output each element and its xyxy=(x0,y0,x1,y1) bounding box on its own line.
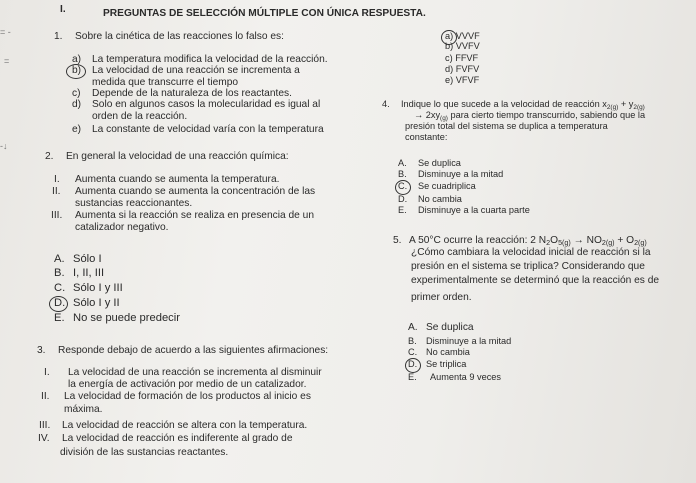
option: c) FFVF xyxy=(445,53,479,63)
item-text: La velocidad de reacción es indiferente al grado de xyxy=(62,433,293,444)
question-number: 2. xyxy=(45,151,54,162)
option-letter: D. xyxy=(54,297,66,309)
item-roman: III. xyxy=(51,210,63,221)
option-text: Sólo I y II xyxy=(73,297,120,309)
question-stem: A 50°C ocurre la reacción: 2 $N_2O_{5(g)} \to NO_{2(g)} + O_{2(g)}$ xyxy=(409,235,647,247)
item-text: Solo en algunos casos la molecularidad es igual al xyxy=(92,99,321,110)
option-text: Se duplica xyxy=(426,322,474,333)
option-letter: A. xyxy=(398,158,407,168)
item-text: la energía de activación por medio de un catalizador. xyxy=(68,379,307,390)
question-stem: primer orden. xyxy=(411,292,472,303)
option-letter: C. xyxy=(408,347,418,357)
item-letter: b) xyxy=(72,65,82,76)
option-letter: B. xyxy=(408,336,417,346)
item-text: La temperatura modifica la velocidad de la reacción. xyxy=(92,54,328,65)
section-title: PREGUNTAS DE SELECCIÓN MÚLTIPLE CON ÚNICA RESPUESTA. xyxy=(103,8,426,19)
option-letter: E. xyxy=(398,205,407,215)
question-number: 3. xyxy=(37,345,46,356)
item-roman: III. xyxy=(39,420,51,431)
item-text: Depende de la naturaleza de los reactantes. xyxy=(92,88,292,99)
option-text: Sólo I xyxy=(73,253,102,265)
option-text: Disminuye a la mitad xyxy=(418,169,504,179)
item-letter: c) xyxy=(72,88,81,99)
margin-mark: = - xyxy=(0,27,11,37)
option-text: Se cuadriplica xyxy=(418,181,476,191)
question-stem: presión en el sistema se triplica? Considerando que xyxy=(411,261,645,272)
item-roman: IV. xyxy=(38,433,50,444)
item-text: La velocidad de formación de los productos al inicio es xyxy=(64,391,311,402)
option-text: I, II, III xyxy=(73,267,105,279)
item-text: división de las sustancias reactantes. xyxy=(60,447,229,458)
item-roman: I. xyxy=(54,174,60,185)
option-letter: B. xyxy=(398,169,407,179)
item-text: La velocidad de una reacción se incrementa al disminuir xyxy=(68,367,322,378)
option-letter: C. xyxy=(54,282,66,294)
item-text: catalizador negativo. xyxy=(75,222,169,233)
question-number: 1. xyxy=(54,31,63,42)
option-letter: A. xyxy=(408,322,418,333)
question-number: 5. xyxy=(393,235,402,246)
question-stem: constante: xyxy=(405,132,448,142)
option-letter: D. xyxy=(398,194,408,204)
question-number: 4. xyxy=(382,99,390,109)
option-text: Sólo I y III xyxy=(73,282,123,294)
item-letter: a) xyxy=(72,54,82,65)
option-text: No cambia xyxy=(426,347,470,357)
option: d) FVFV xyxy=(445,64,480,74)
margin-mark: = xyxy=(4,56,10,66)
item-roman: II. xyxy=(52,186,61,197)
margin-mark: -↓ xyxy=(0,141,8,151)
question-stem: ¿Cómo cambiara la velocidad inicial de reacción si la xyxy=(411,247,651,258)
option-letter: C. xyxy=(398,181,408,191)
option-text: Disminuye a la mitad xyxy=(426,336,512,346)
item-text: medida que transcurre el tiempo xyxy=(92,77,239,88)
option: b) VVFV xyxy=(445,41,480,51)
option-text: Disminuye a la cuarta parte xyxy=(418,205,530,215)
item-letter: d) xyxy=(72,99,82,110)
item-text: La constante de velocidad varía con la temperatura xyxy=(92,124,324,135)
item-text: La velocidad de reacción se altera con la temperatura. xyxy=(62,420,308,431)
option-letter: D. xyxy=(408,359,418,369)
option-letter: B. xyxy=(54,267,65,279)
item-text: Aumenta cuando se aumenta la temperatura. xyxy=(75,174,280,185)
option-text: No se puede predecir xyxy=(73,312,180,324)
option: a) VVVF xyxy=(445,31,480,41)
item-text: Aumenta cuando se aumenta la concentración de las xyxy=(75,186,316,197)
item-letter: e) xyxy=(72,124,82,135)
question-stem: experimentalmente se determinó que la reacción es de xyxy=(411,275,660,286)
option-letter: A. xyxy=(54,253,65,265)
question-stem: → $2xy_{(g)}$ para cierto tiempo transcurrido, sabiendo que la xyxy=(414,110,646,122)
item-text: Aumenta si la reacción se realiza en presencia de un xyxy=(75,210,314,221)
item-text: orden de la reacción. xyxy=(92,111,188,122)
option-letter: E. xyxy=(54,312,65,324)
option-text: Aumenta 9 veces xyxy=(430,372,501,382)
section-number: I. xyxy=(60,4,66,15)
item-text: La velocidad de una reacción se incrementa a xyxy=(92,65,300,76)
item-text: máxima. xyxy=(64,404,103,415)
option-text: Se duplica xyxy=(418,158,461,168)
question-stem: presión total del sistema se duplica a temperatura xyxy=(405,121,608,131)
option-text: Se triplica xyxy=(426,359,467,369)
question-stem: Responde debajo de acuerdo a las siguientes afirmaciones: xyxy=(58,345,329,356)
question-stem: Sobre la cinética de las reacciones lo falso es: xyxy=(75,31,284,42)
item-roman: I. xyxy=(44,367,50,378)
option-text: No cambia xyxy=(418,194,462,204)
question-stem: En general la velocidad de una reacción química: xyxy=(66,151,289,162)
option-letter: E. xyxy=(408,372,417,382)
question-stem: Indique lo que sucede a la velocidad de reacción $x_{2(g)} + y_{2(g)}$ xyxy=(401,99,645,111)
item-text: sustancias reaccionantes. xyxy=(75,198,193,209)
option: e) VFVF xyxy=(445,75,480,85)
item-roman: II. xyxy=(41,391,50,402)
